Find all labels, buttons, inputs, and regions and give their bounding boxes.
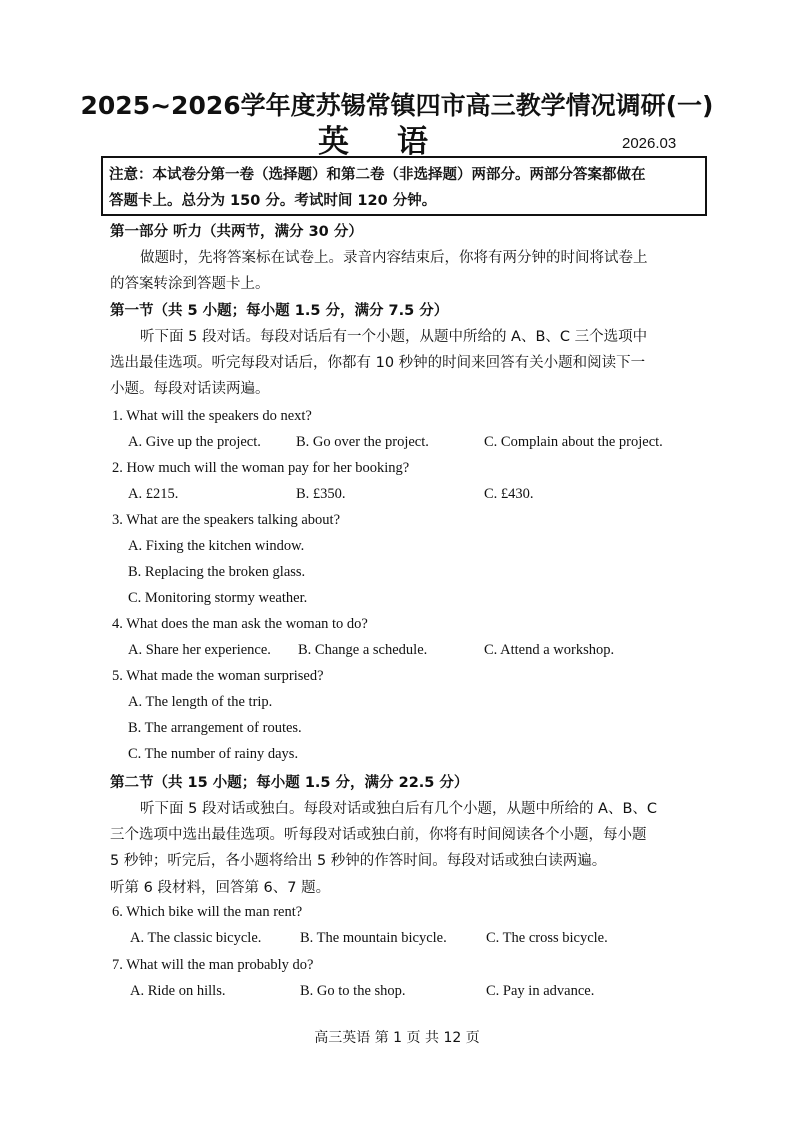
option-a: A. The length of the trip.	[128, 694, 273, 710]
notice-line-2: 答题卡上。总分为 150 分。考试时间 120 分钟。	[109, 193, 437, 209]
page-footer: 高三英语 第 1 页 共 12 页	[314, 1030, 480, 1046]
section1-instr-line-1: 听下面 5 段对话。每段对话后有一个小题，从题中所给的 A、B、C 三个选项中	[140, 329, 648, 345]
notice-line-1: 注意：本试卷分第一卷（选择题）和第二卷（非选择题）两部分。两部分答案都做在	[109, 167, 646, 183]
option-c: C. The cross bicycle.	[486, 930, 608, 946]
question-stem: 1. What will the speakers do next?	[112, 408, 312, 424]
option-a: A. Fixing the kitchen window.	[128, 538, 305, 554]
option-c: C. The number of rainy days.	[128, 746, 299, 762]
section1-instr-line-3: 小题。每段对话读两遍。	[110, 381, 270, 397]
option-b: B. Go to the shop.	[300, 983, 406, 999]
option-a: A. Share her experience.	[128, 642, 271, 658]
section2-instr-line-2: 三个选项中选出最佳选项。听每段对话或独白前，你将有时间阅读各个小题，每小题	[110, 827, 647, 843]
option-c: C. Attend a workshop.	[484, 642, 615, 658]
option-c: C. Pay in advance.	[486, 983, 595, 999]
section1-instr-line-2: 选出最佳选项。听完每段对话后，你都有 10 秒钟的时间来回答有关小题和阅读下一	[110, 355, 646, 371]
section1-heading: 第一节（共 5 小题；每小题 1.5 分，满分 7.5 分）	[110, 303, 449, 319]
question-stem: 7. What will the man probably do?	[112, 957, 314, 973]
option-a: A. Ride on hills.	[130, 983, 226, 999]
part1-intro-line-2: 的答案转涂到答题卡上。	[110, 276, 270, 292]
option-a: A. £215.	[128, 486, 179, 502]
option-b: B. Change a schedule.	[298, 642, 428, 658]
option-a: A. The classic bicycle.	[130, 930, 262, 946]
option-c: C. Monitoring stormy weather.	[128, 590, 308, 606]
option-b: B. £350.	[296, 486, 346, 502]
subject-title: 英语	[318, 124, 476, 160]
option-a: A. Give up the project.	[128, 434, 261, 450]
section2-heading: 第二节（共 15 小题；每小题 1.5 分，满分 22.5 分）	[110, 775, 469, 791]
option-b: B. The mountain bicycle.	[300, 930, 447, 946]
question-stem: 6. Which bike will the man rent?	[112, 904, 303, 920]
option-b: B. The arrangement of routes.	[128, 720, 302, 736]
exam-title: 2025~2026学年度苏锡常镇四市高三教学情况调研(一)	[80, 91, 714, 120]
part1-heading: 第一部分 听力（共两节，满分 30 分）	[110, 224, 363, 240]
material-instruction: 听第 6 段材料，回答第 6、7 题。	[110, 880, 331, 896]
section2-instr-line-3: 5 秒钟；听完后，各小题将给出 5 秒钟的作答时间。每段对话或独白读两遍。	[110, 853, 607, 869]
question-stem: 5. What made the woman surprised?	[112, 668, 324, 684]
option-b: B. Replacing the broken glass.	[128, 564, 306, 580]
option-c: C. £430.	[484, 486, 534, 502]
question-stem: 2. How much will the woman pay for her booking?	[112, 460, 410, 476]
notice-box	[101, 156, 707, 216]
question-stem: 3. What are the speakers talking about?	[112, 512, 341, 528]
option-b: B. Go over the project.	[296, 434, 429, 450]
section2-instr-line-1: 听下面 5 段对话或独白。每段对话或独白后有几个小题，从题中所给的 A、B、C	[140, 801, 658, 817]
part1-intro-line-1: 做题时，先将答案标在试卷上。录音内容结束后，你将有两分钟的时间将试卷上	[140, 250, 648, 266]
exam-date: 2026.03	[622, 135, 677, 152]
option-c: C. Complain about the project.	[484, 434, 663, 450]
question-stem: 4. What does the man ask the woman to do?	[112, 616, 368, 632]
